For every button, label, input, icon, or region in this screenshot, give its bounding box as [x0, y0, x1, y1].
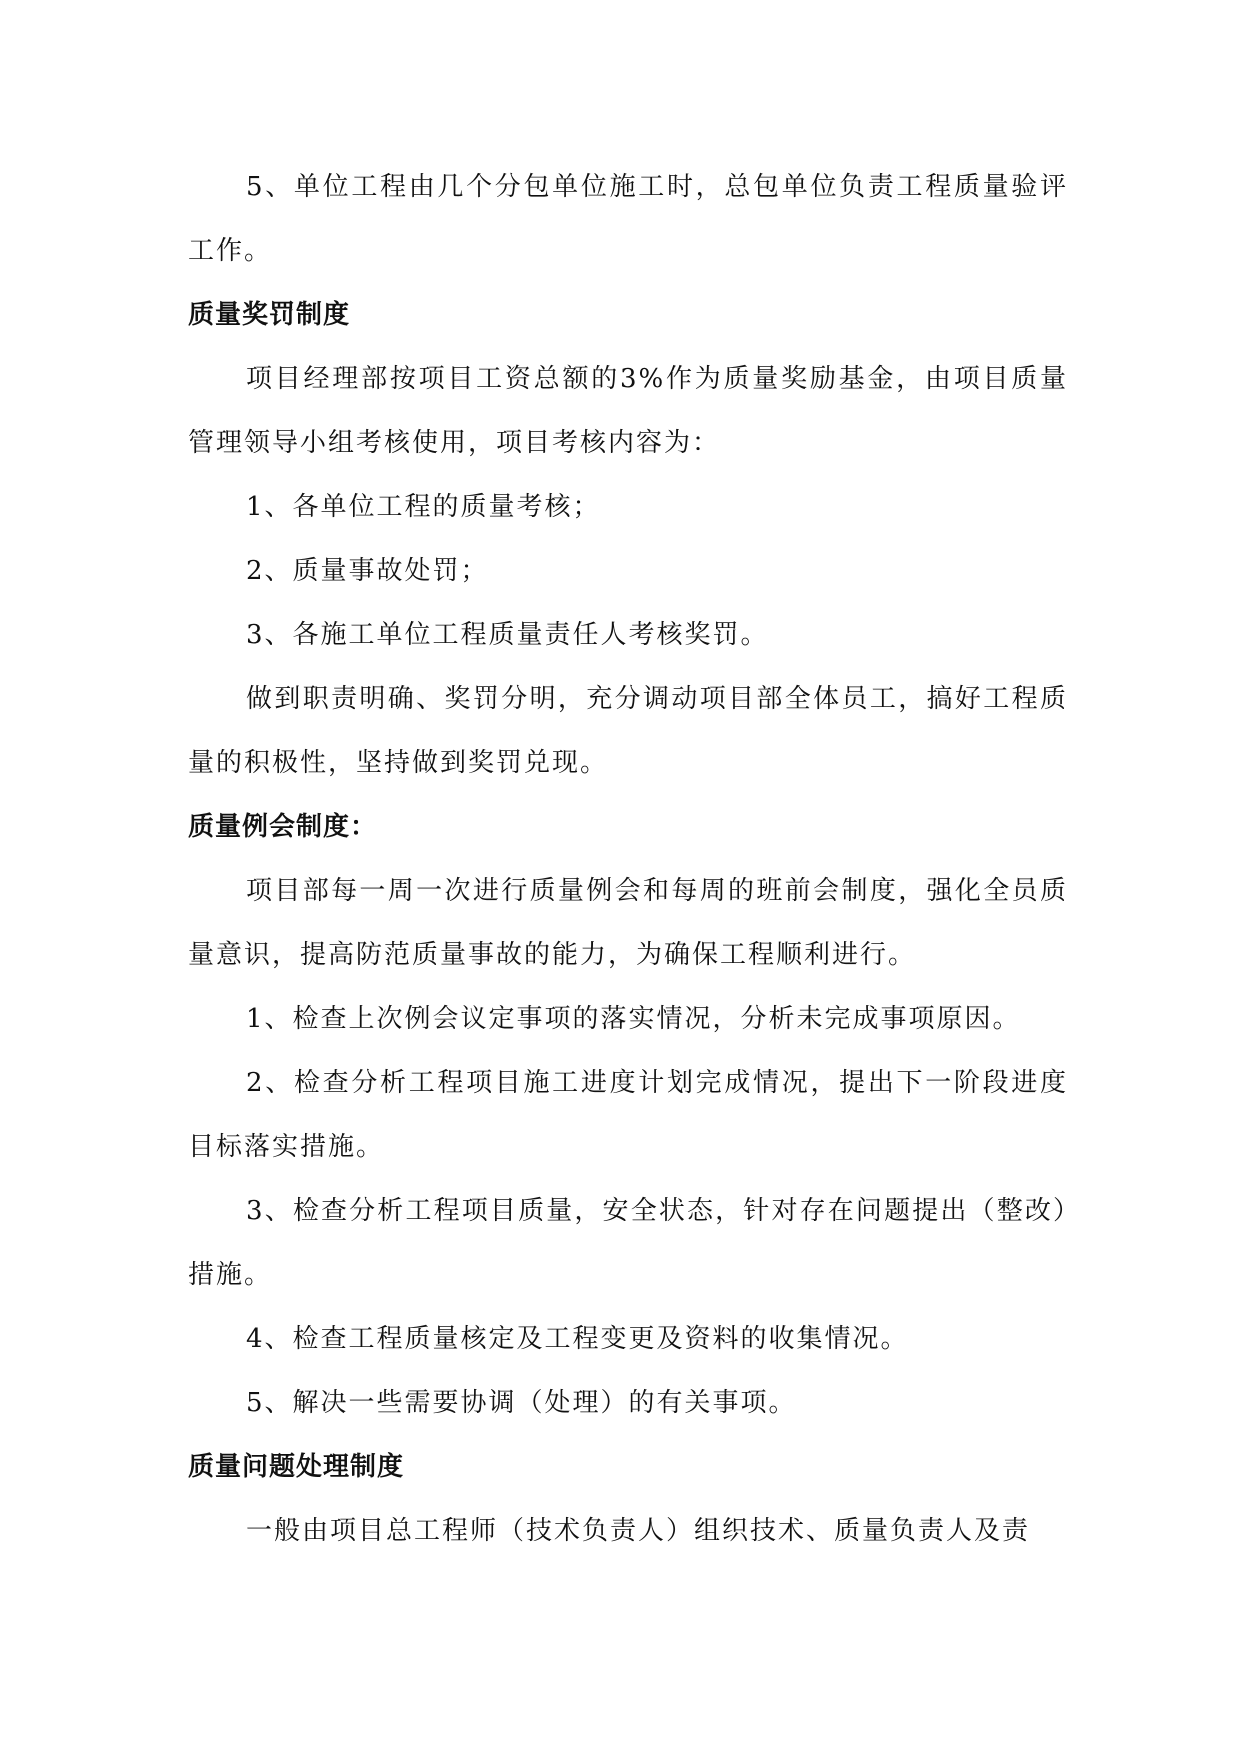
- paragraph: 一般由项目总工程师（技术负责人）组织技术、质量负责人及责: [246, 1516, 1031, 1546]
- list-item: 1、各单位工程的质量考核；: [246, 492, 601, 522]
- paragraph: 5、单位工程由几个分包单位施工时，总包单位负责工程质量验评工作。: [188, 172, 1068, 266]
- paragraph: 做到职责明确、奖罚分明，充分调动项目部全体员工，搞好工程质量的积极性，坚持做到奖罚兑现。: [188, 684, 1068, 778]
- section-heading: 质量奖罚制度: [188, 300, 351, 330]
- list-item: 1、检查上次例会议定事项的落实情况，分析未完成事项原因。: [246, 1004, 1021, 1034]
- document-body: [188, 155, 1068, 1563]
- section-heading: 质量问题处理制度: [188, 1452, 405, 1482]
- paragraph: 项目部每一周一次进行质量例会和每周的班前会制度，强化全员质量意识，提高防范质量事故的能力，为确保工程顺利进行。: [188, 876, 1068, 970]
- list-item: 2、检查分析工程项目施工进度计划完成情况，提出下一阶段进度目标落实措施。: [188, 1068, 1068, 1162]
- list-item: 2、质量事故处罚；: [246, 556, 489, 586]
- list-item: 3、各施工单位工程质量责任人考核奖罚。: [246, 620, 769, 650]
- list-item: 3、检查分析工程项目质量，安全状态，针对存在问题提出（整改）措施。: [188, 1196, 1068, 1290]
- section-heading: 质量例会制度：: [188, 812, 378, 842]
- list-item: 4、检查工程质量核定及工程变更及资料的收集情况。: [246, 1324, 909, 1354]
- paragraph: 项目经理部按项目工资总额的3%作为质量奖励基金，由项目质量管理领导小组考核使用，项目考核内容为：: [188, 364, 1068, 458]
- list-item: 5、解决一些需要协调（处理）的有关事项。: [246, 1388, 797, 1418]
